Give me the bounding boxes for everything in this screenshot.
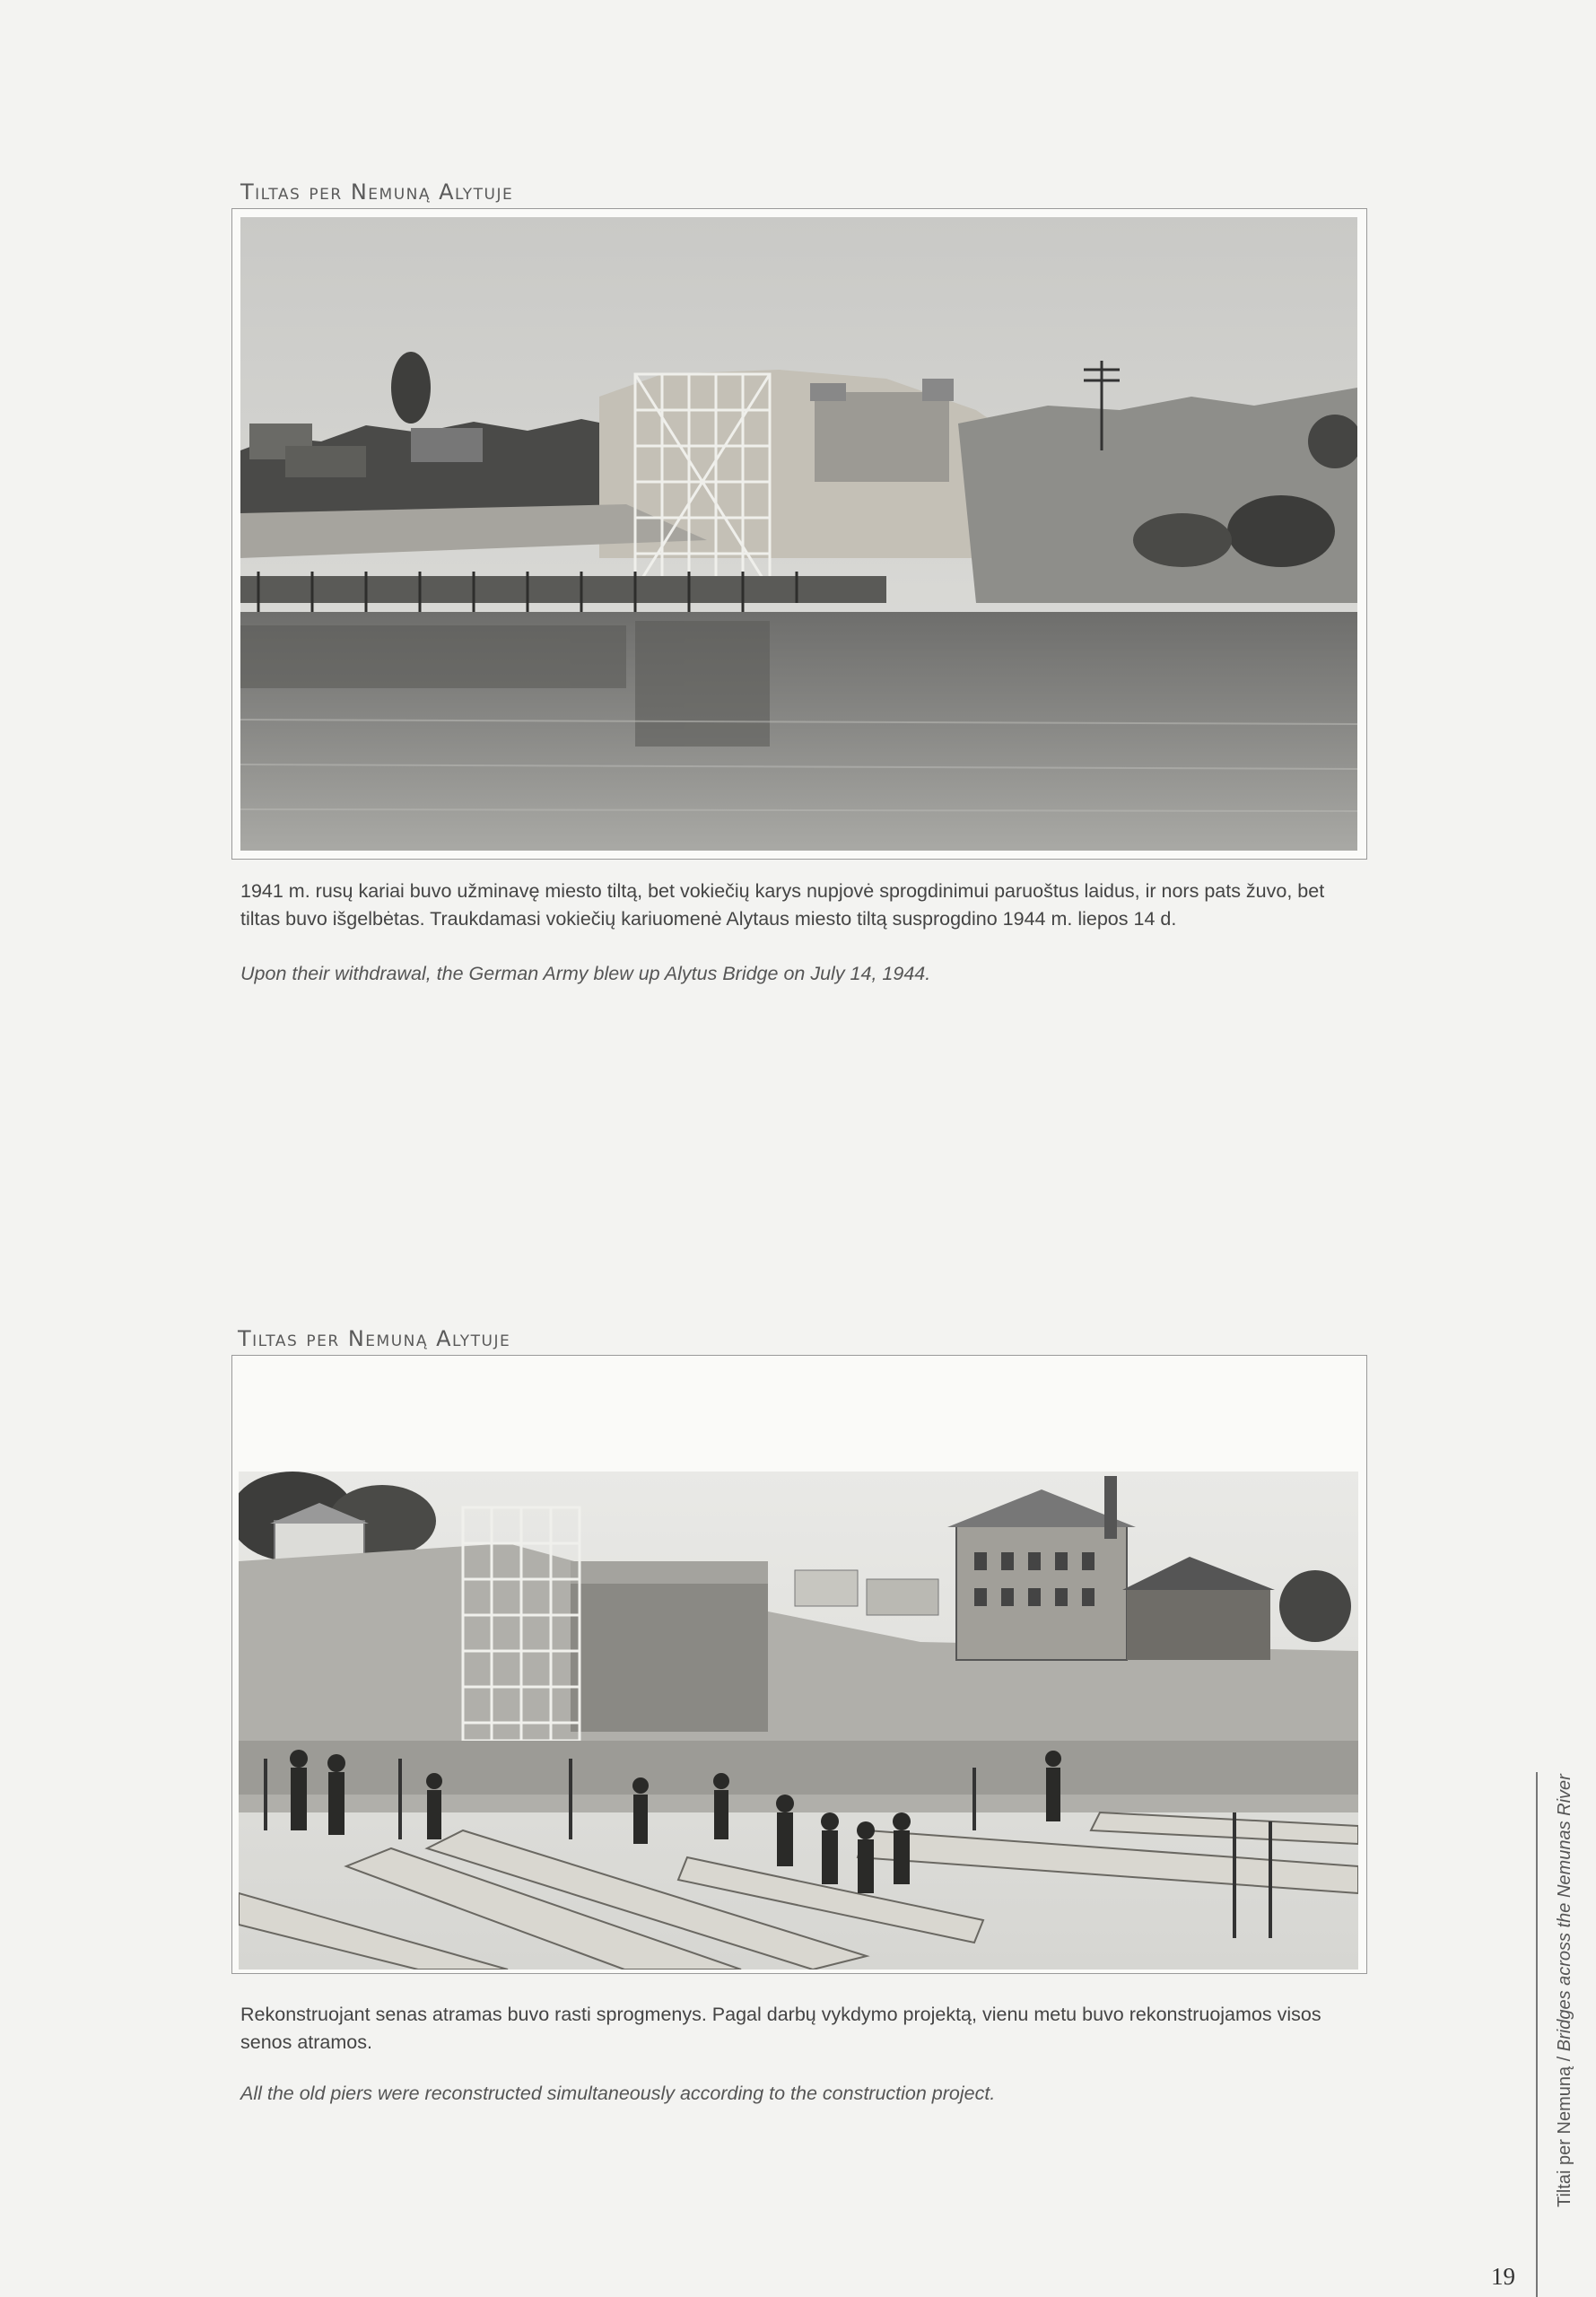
bottom-section-title: Tiltas per Nemuną Alytuje xyxy=(238,1326,511,1351)
bottom-caption-english: All the old piers were reconstructed simultaneously according to the construction project. xyxy=(240,2083,996,2104)
sidebar-rule xyxy=(1536,1772,1538,2297)
bottom-caption-lithuanian: Rekonstruojant senas atramas buvo rasti sprogmenys. Pagal darbų vykdymo projektą, vienu metu buvo rekonstruojamos visos senos atramos. xyxy=(240,2004,1321,2053)
book-title-lithuanian: Tiltai per Nemuną / xyxy=(1555,2051,1574,2207)
page-number: 19 xyxy=(1491,2263,1515,2290)
book-running-title xyxy=(1555,1774,1575,2207)
top-caption-lithuanian: 1941 m. rusų kariai buvo užminavę miesto tiltą, bet vokiečių karys nupjovė sprogdinimui paruoštus laidus, ir nors pats žuvo, bet tiltas buvo išgelbėtas. Traukdamasi vokiečių kariuomenė Alytaus miesto tiltą susprogdino 1944 m. liepos 14 d. xyxy=(240,880,1325,930)
book-title-english: Bridges across the Nemunas River xyxy=(1555,1774,1574,2052)
top-caption-english: Upon their withdrawal, the German Army blew up Alytus Bridge on July 14, 1944. xyxy=(240,963,931,984)
top-section-title: Tiltas per Nemuną Alytuje xyxy=(240,179,514,205)
bottom-photo-pier-reconstruction xyxy=(239,1472,1358,1969)
top-photo-destroyed-bridge xyxy=(240,217,1357,851)
